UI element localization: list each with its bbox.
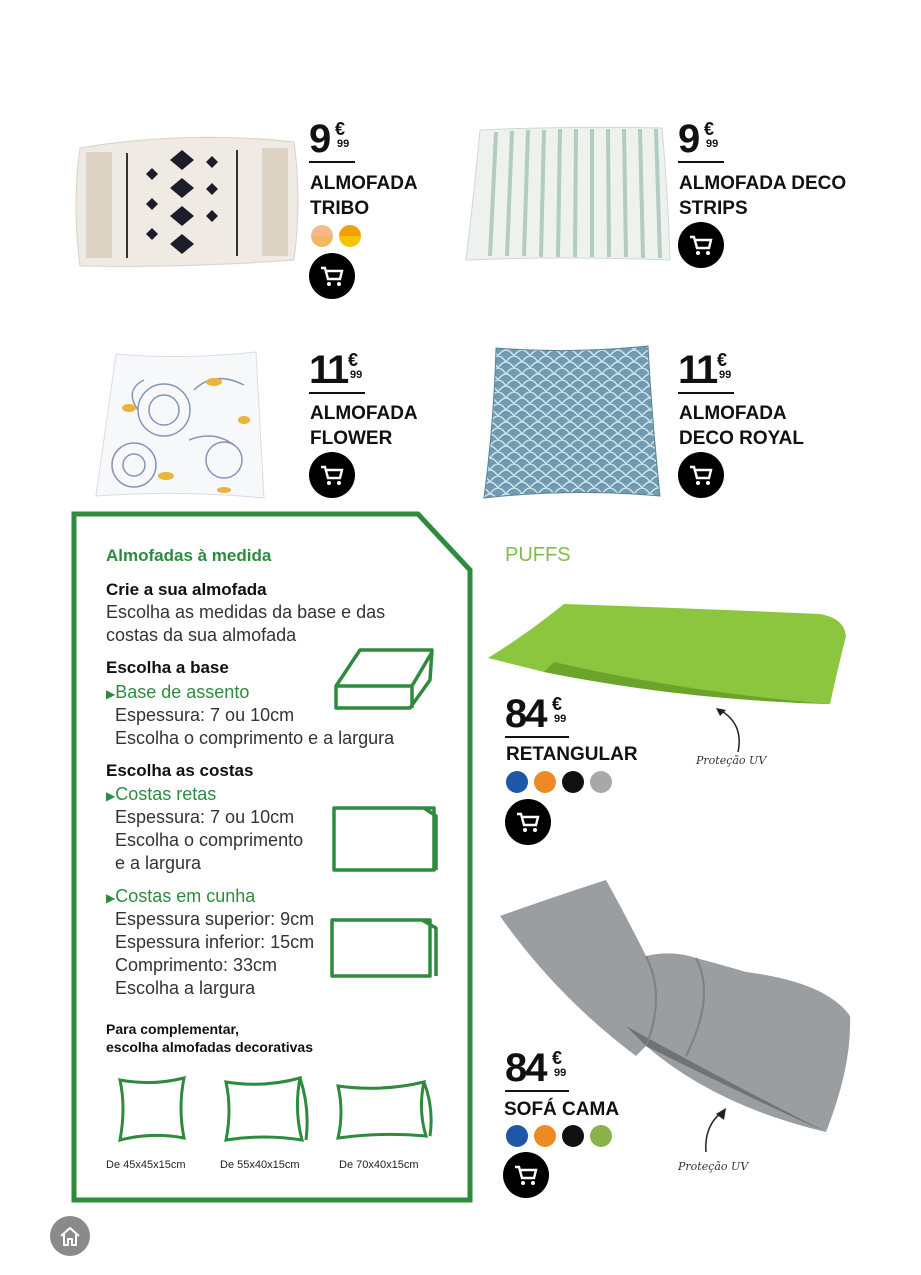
add-to-cart-button-flower[interactable]: [309, 452, 355, 498]
price-integer: 84: [505, 692, 546, 736]
back2-detail: Espessura superior: 9cm: [115, 909, 315, 929]
create-text-line: Escolha as medidas da base e das: [106, 602, 386, 622]
color-swatch-black[interactable]: [562, 771, 584, 793]
back1-detail: Escolha o comprimento: [115, 830, 304, 850]
price-rule: [505, 736, 569, 738]
color-swatch-blue[interactable]: [506, 771, 528, 793]
base-option-label: Base de assento: [115, 682, 250, 702]
size-label: De 55x40x15cm: [220, 1159, 300, 1171]
complement-line: escolha almofadas decorativas: [106, 1039, 313, 1055]
product-name-line: DECO ROYAL: [679, 428, 804, 449]
product-name-sofa-cama: SOFÁ CAMA: [504, 1099, 620, 1120]
price-flower: [309, 350, 379, 392]
product-name-line: ALMOFADA: [310, 173, 418, 194]
price-rule: [309, 392, 365, 394]
price-rule: [505, 1090, 569, 1092]
product-name-retangular: RETANGULAR: [506, 744, 638, 765]
back2-detail: Escolha a largura: [115, 978, 256, 998]
custom-box-title: Almofadas à medida: [106, 546, 272, 565]
add-to-cart-button-tribo[interactable]: [309, 253, 355, 299]
currency-symbol: €: [717, 350, 728, 370]
back2-detail: Espessura inferior: 15cm: [115, 932, 315, 952]
base-heading: Escolha a base: [106, 658, 229, 677]
back-option-label: Costas em cunha: [115, 886, 256, 906]
base-detail: Escolha o comprimento e a largura: [115, 728, 395, 748]
price-cents: 99: [706, 138, 719, 150]
back2-detail: Comprimento: 33cm: [115, 955, 278, 975]
color-swatch-black[interactable]: [562, 1125, 584, 1147]
price-rule: [678, 161, 724, 163]
product-name-line: TRIBO: [310, 198, 370, 219]
home-button[interactable]: [50, 1216, 90, 1256]
size-label: De 70x40x15cm: [339, 1159, 419, 1171]
color-swatch-blue[interactable]: [506, 1125, 528, 1147]
seat-base-diagram: [330, 646, 440, 712]
uv-protection-label: Proteção UV: [678, 1160, 749, 1173]
currency-symbol: €: [552, 1048, 563, 1068]
create-text-line: costas da sua almofada: [106, 625, 297, 645]
price-integer: 11: [678, 348, 717, 392]
price-integer: 84: [505, 1046, 546, 1090]
shopping-cart-icon: [319, 264, 345, 288]
currency-symbol: €: [552, 694, 563, 714]
price-cents: 99: [337, 138, 350, 150]
shopping-cart-icon: [319, 463, 345, 487]
shopping-cart-icon: [688, 233, 714, 257]
price-rule: [309, 161, 355, 163]
create-heading: Crie a sua almofada: [106, 580, 267, 599]
long-cushion-diagram: [332, 1078, 436, 1142]
tribo-pillow-image: [72, 128, 302, 273]
product-name-line: ALMOFADA: [679, 403, 787, 424]
color-swatch-orange[interactable]: [534, 771, 556, 793]
add-to-cart-button-deco-royal[interactable]: [678, 452, 724, 498]
price-cents: 99: [554, 713, 567, 725]
square-cushion-diagram: [114, 1074, 190, 1144]
product-name-deco-royal: [679, 401, 879, 451]
add-to-cart-button-sofa-cama[interactable]: [503, 1152, 549, 1198]
caret-right-icon: ▶: [106, 687, 116, 701]
shopping-cart-icon: [515, 810, 541, 834]
price-tribo: [309, 119, 379, 161]
product-name-strips: [679, 171, 879, 221]
straight-back-diagram: [328, 804, 442, 876]
home-icon: [58, 1225, 82, 1247]
price-strips: [678, 119, 748, 161]
add-to-cart-button-retangular[interactable]: [505, 799, 551, 845]
back-option-label: Costas retas: [115, 784, 217, 804]
back1-detail: Espessura: 7 ou 10cm: [115, 807, 295, 827]
back1-detail: e a largura: [115, 853, 202, 873]
currency-symbol: €: [348, 350, 359, 370]
color-swatch-peach[interactable]: [311, 225, 333, 247]
price-cents: 99: [554, 1067, 567, 1079]
price-deco-royal: [678, 350, 748, 392]
color-swatch-orange[interactable]: [534, 1125, 556, 1147]
color-swatch-green[interactable]: [590, 1125, 612, 1147]
price-cents: 99: [350, 369, 363, 381]
price-integer: 9: [309, 117, 330, 161]
uv-arrow-icon: [698, 1106, 738, 1156]
product-name-line: FLOWER: [310, 428, 393, 449]
price-sofa-cama: [505, 1048, 575, 1090]
base-detail: Espessura: 7 ou 10cm: [115, 705, 295, 725]
back-option-straight: [106, 783, 216, 808]
complement-line: Para complementar,: [106, 1021, 240, 1037]
complement-text: [106, 1020, 313, 1056]
size-label: De 45x45x15cm: [106, 1159, 186, 1171]
flower-pillow-image: [94, 350, 266, 502]
price-retangular: [505, 694, 575, 736]
caret-right-icon: ▶: [106, 789, 116, 803]
product-name-line: ALMOFADA DECO: [679, 173, 847, 194]
currency-symbol: €: [704, 119, 715, 139]
wedge-back-diagram: [326, 914, 442, 982]
shopping-cart-icon: [513, 1163, 539, 1187]
currency-symbol: €: [335, 119, 346, 139]
deco-royal-pillow-image: [482, 344, 662, 500]
price-rule: [678, 392, 734, 394]
puffs-section-title: PUFFS: [505, 544, 571, 566]
product-name-flower: [310, 401, 500, 451]
back-option-wedge: [106, 885, 255, 910]
uv-arrow-icon: [712, 704, 752, 756]
price-cents: 99: [719, 369, 732, 381]
price-integer: 11: [309, 348, 348, 392]
caret-right-icon: ▶: [106, 891, 116, 905]
base-option: [106, 681, 249, 706]
color-swatch-grey[interactable]: [590, 771, 612, 793]
shopping-cart-icon: [688, 463, 714, 487]
color-swatch-yellow[interactable]: [339, 225, 361, 247]
product-name-line: STRIPS: [679, 198, 748, 219]
uv-protection-label: Proteção UV: [696, 754, 767, 767]
strips-pillow-image: [462, 124, 674, 266]
product-name-line: ALMOFADA: [310, 403, 418, 424]
back-heading: Escolha as costas: [106, 761, 254, 780]
rect-cushion-diagram: [220, 1074, 312, 1146]
price-integer: 9: [678, 117, 699, 161]
add-to-cart-button-strips[interactable]: [678, 222, 724, 268]
